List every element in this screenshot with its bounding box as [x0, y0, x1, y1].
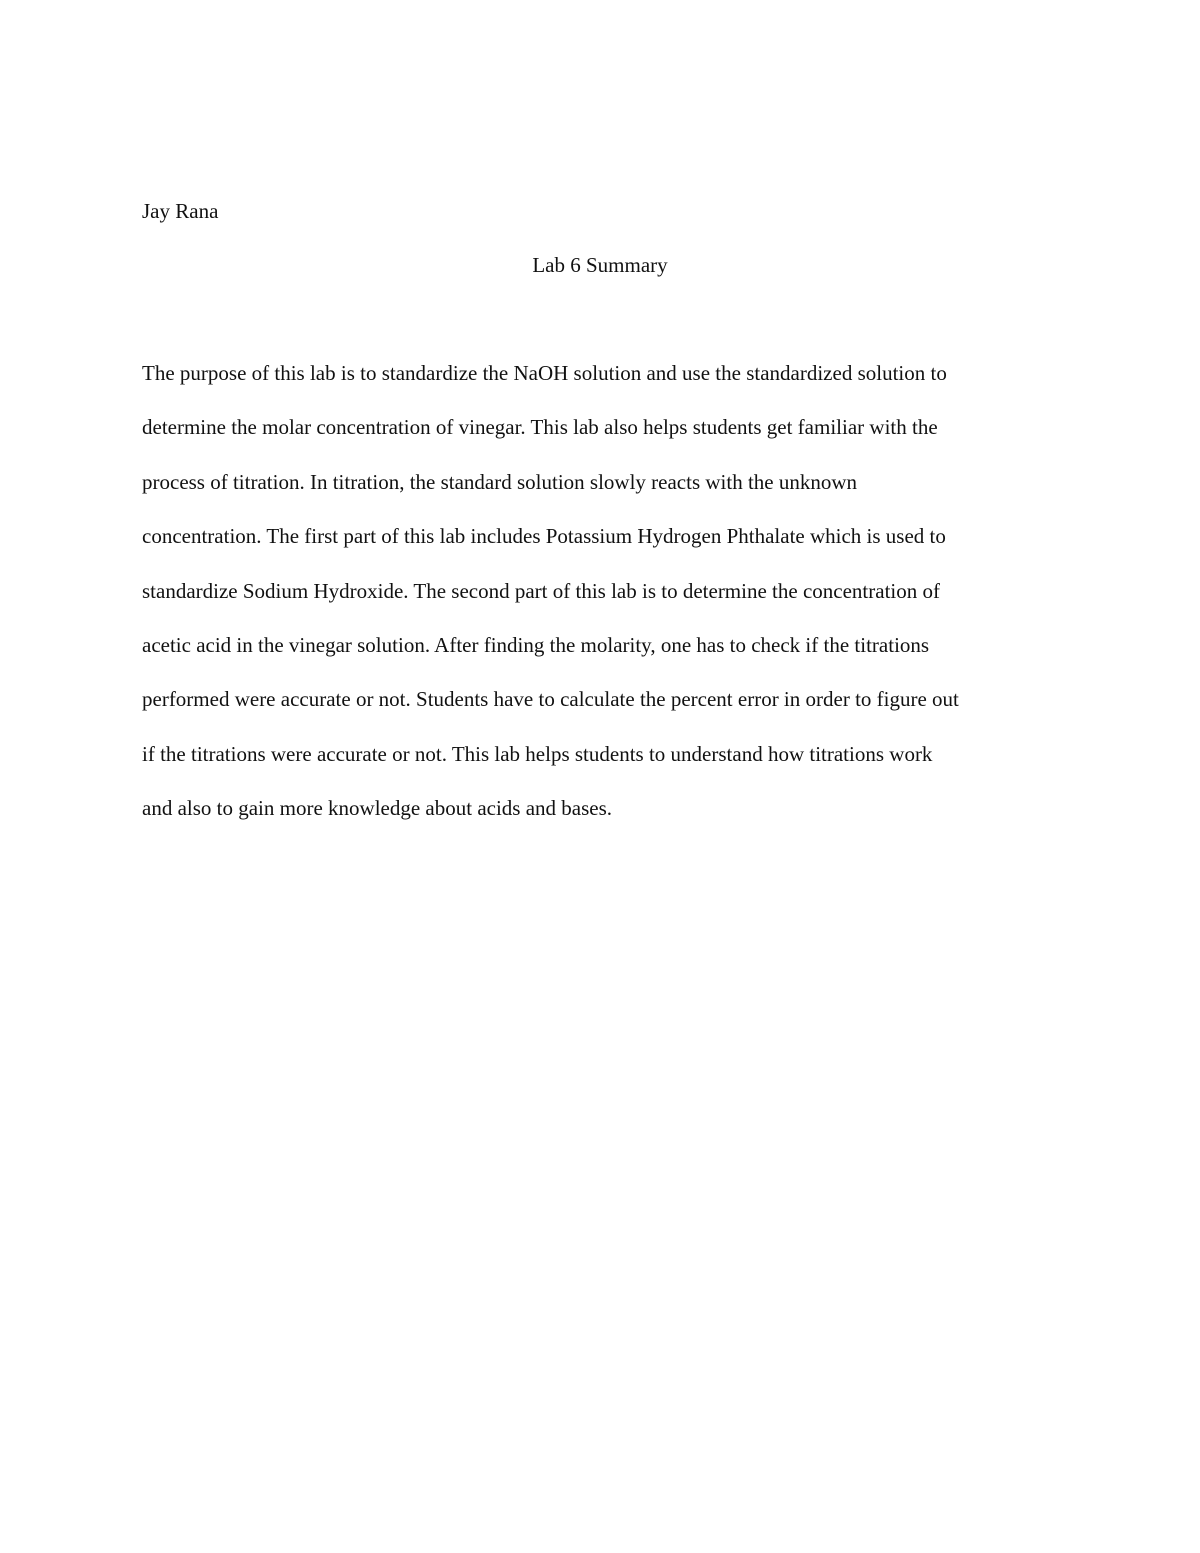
paragraph-line: if the titrations were accurate or not. This lab helps students to understand how titrations work: [142, 741, 933, 766]
paragraph-line: acetic acid in the vinegar solution. After finding the molarity, one has to check if the titrations: [142, 632, 930, 657]
paragraph-line: The purpose of this lab is to standardize the NaOH solution and use the standardized solution to: [142, 361, 947, 385]
author-name: Jay Rana: [142, 199, 219, 223]
document-title: Lab 6 Summary: [532, 253, 668, 277]
paragraph-line: and also to gain more knowledge about acids and bases.: [142, 796, 613, 821]
paragraph-line: standardize Sodium Hydroxide. The second part of this lab is to determine the concentration of: [142, 578, 940, 603]
summary-paragraph: [142, 359, 1082, 849]
paragraph-line: concentration. The first part of this lab includes Potassium Hydrogen Phthalate which is used to: [142, 524, 946, 549]
paragraph-line: determine the molar concentration of vinegar. This lab also helps students get familiar with the: [142, 415, 938, 440]
paragraph-line: process of titration. In titration, the standard solution slowly reacts with the unknown: [142, 469, 858, 494]
paragraph-line: performed were accurate or not. Students have to calculate the percent error in order to figure out: [142, 687, 959, 712]
